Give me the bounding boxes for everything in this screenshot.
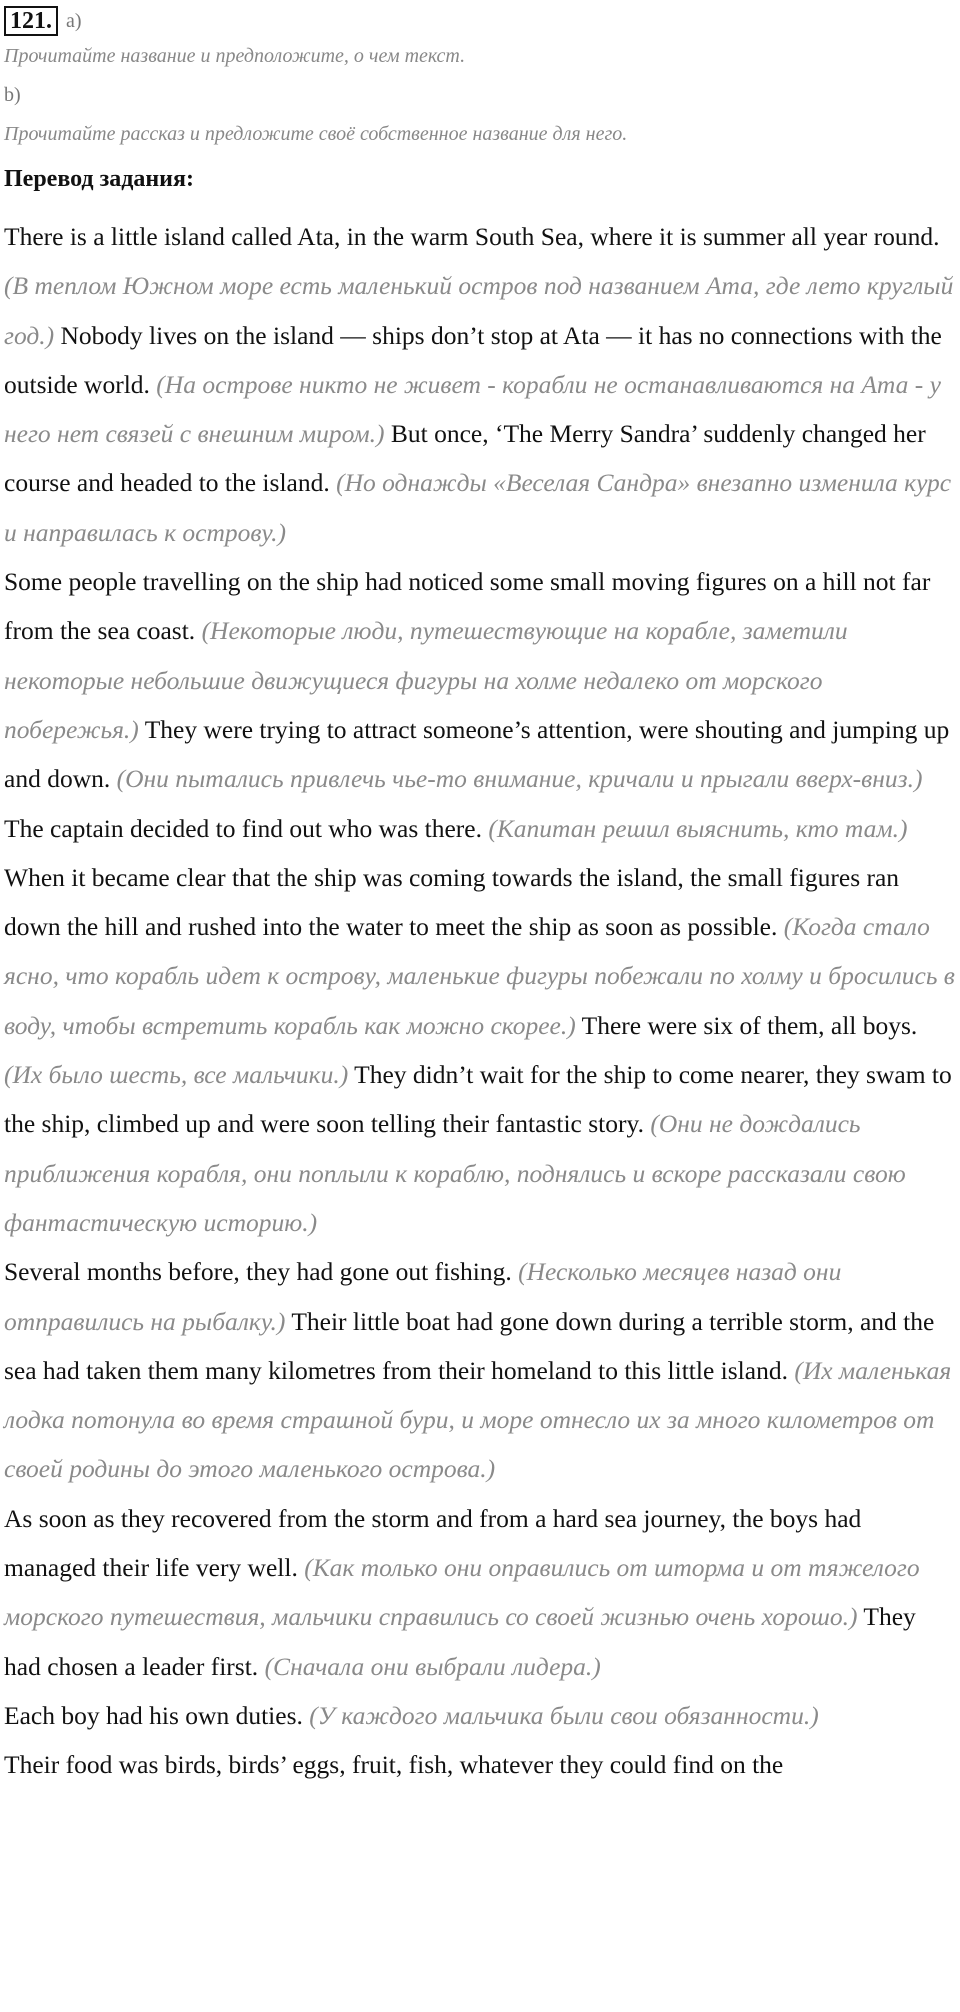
english-sentence: Their food was birds, birds’ eggs, fruit, fish, whatever they could find on the	[4, 1750, 784, 1780]
part-b-label: b)	[4, 84, 21, 106]
english-sentence: Several months before, they had gone out fishing.	[4, 1257, 512, 1287]
paragraph	[4, 1247, 956, 1493]
english-sentence: There were six of them, all boys.	[581, 1010, 918, 1040]
english-sentence: They were trying to attract someone’s attention, were shouting and jumping up and down.	[4, 714, 950, 794]
paragraph	[4, 1740, 956, 1789]
english-sentence: But once, ‘The Merry Sandra’ suddenly changed her course and headed to the island.	[4, 419, 926, 498]
russian-translation: (Когда стало ясно, что корабль идет к острову, маленькие фигуры побежали по холму и бросились в воду, чтобы встретить корабль как можно скорее.)	[4, 912, 955, 1040]
russian-translation: (Некоторые люди, путешествующие на корабле, заметили некоторые небольшие движущиеся фигуры на холме недалеко от морского побережья.)	[4, 616, 848, 744]
english-sentence: Each boy had his own duties.	[4, 1700, 303, 1730]
russian-translation: (У каждого мальчика были свои обязанности.)	[309, 1700, 819, 1730]
english-sentence: They had chosen a leader first.	[4, 1602, 916, 1681]
part-a-label: a)	[66, 9, 82, 32]
russian-translation: (Их было шесть, все мальчики.)	[4, 1060, 349, 1090]
russian-translation: (Они пытались привлечь чье-то внимание, кричали и прыгали вверх-вниз.)	[116, 764, 923, 794]
paragraph	[4, 212, 956, 557]
paragraph	[4, 557, 956, 803]
paragraph	[4, 804, 956, 1248]
paragraph	[4, 1691, 956, 1740]
english-sentence: Some people travelling on the ship had noticed some small moving figures on a hill not far from the sea coast.	[4, 567, 931, 646]
russian-translation: (Капитан решил выяснить, кто там.)	[488, 813, 908, 843]
russian-translation: (Сначала они выбрали лидера.)	[264, 1651, 601, 1681]
russian-translation: (Несколько месяцев назад они отправились на рыбалку.)	[4, 1257, 842, 1336]
english-sentence: As soon as they recovered from the storm and from a hard sea journey, the boys had managed their life very well.	[4, 1503, 862, 1583]
english-sentence: Nobody lives on the island — ships don’t stop at Ata — it has no connections with the outside world.	[4, 320, 942, 399]
english-sentence: There is a little island called Ata, in the warm South Sea, where it is summer all year round.	[4, 222, 940, 251]
russian-translation: (Как только они оправились от шторма и от тяжелого морского путешествия, мальчики справились со своей жизнью очень хорошо.)	[4, 1553, 920, 1632]
section-title: Перевод задания:	[4, 166, 194, 192]
english-sentence: Their little boat had gone down during a terrible storm, and the sea had taken them many kilometres from their homeland to this little island.	[4, 1306, 935, 1385]
part-a-text: Прочитайте название и предположите, о чем текст.	[4, 45, 466, 67]
english-sentence: They didn’t wait for the ship to come nearer, they swam to the ship, climbed up and were soon telling their fantastic story.	[4, 1060, 952, 1139]
paragraph	[4, 1494, 956, 1691]
task-number: 121.	[4, 6, 58, 36]
english-sentence: The captain decided to find out who was there.	[4, 813, 482, 843]
russian-translation: (В теплом Южном море есть маленький остров под названием Ата, где лето круглый год.)	[4, 271, 954, 350]
russian-translation: (На острове никто не живет - корабли не останавливаются на Ата - у него нет связей с внешним миром.)	[4, 369, 941, 449]
part-b-text: Прочитайте рассказ и предложите своё собственное название для него.	[4, 123, 628, 145]
translation-body	[4, 212, 956, 1790]
english-sentence: When it became clear that the ship was coming towards the island, the small figures ran down the hill and rushed into the water to meet the ship as soon as possible.	[4, 862, 900, 942]
task-header	[4, 6, 956, 36]
russian-translation: (Но однажды «Веселая Сандра» внезапно изменила курс и направилась к острову.)	[4, 468, 952, 547]
russian-translation: (Их маленькая лодка потонула во время страшной бури, и море отнесло их за много километров от своей родины до этого маленького острова.)	[4, 1355, 952, 1484]
russian-translation: (Они не дождались приближения корабля, они поплыли к кораблю, поднялись и вскоре рассказали свою фантастическую историю.)	[4, 1109, 906, 1237]
